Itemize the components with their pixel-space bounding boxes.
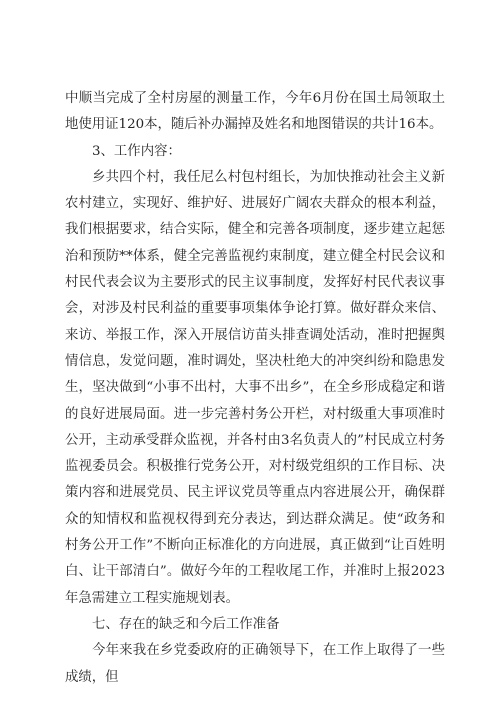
- section-heading-work-content: 3、工作内容：: [92, 143, 181, 159]
- section-heading-shortcomings: 七、存在的缺乏和今后工作准备: [92, 616, 280, 632]
- paragraph-summary-start: 今年来我在乡党委政府的正确领导下，在工作上取得了一些成绩，但: [65, 643, 445, 685]
- document-body: [65, 86, 445, 691]
- paragraph-land-certificates: 中顺当完成了全村房屋的测量工作，今年6月份在国土局领取土地使用证120本，随后补办漏掉及姓名和地图错误的共计16本。: [65, 91, 445, 133]
- paragraph-work-details: 乡共四个村，我任尼么村包村组长，为加快推动社会主义新农村建立，实现好、维护好、进展好广阔农夫群众的根本利益，我们根据要求，结合实际，健全和完善各项制度，逐步建立起惩治和预防**体系，健全完善监视约束制度，建立健全村民会议和村民代表会议为主要形式的民主议事制度，发挥好村民代表议事会，对涉及村民利益的重要事项集体争论打算。做好群众来信、来访、举报工作，深入开展信访苗头排查调处活动，准时把握舆情信息，发觉问题，准时调处，坚决杜绝大的冲突纠纷和隐患发生，坚决做到“小事不出村，大事不出乡”，在全乡形成稳定和谐的良好进展局面。进一步完善村务公开栏，对村级重大事项准时公开，主动承受群众监视，并各村由3名负责人的”村民成立村务监视委员会。积极推行党务公开，对村级党组织的工作目标、决策内容和进展党员、民主评议党员等重点内容进展公开，确保群众的知情权和监视权得到充分表达，到达群众满足。使“政务和村务公开工作”不断向正标准化的方向进展，真正做到“让百姓明白、让干部清白”。做好今年的工程收尾工作，并准时上报2023年急需建立工程实施规划表。: [65, 169, 445, 606]
